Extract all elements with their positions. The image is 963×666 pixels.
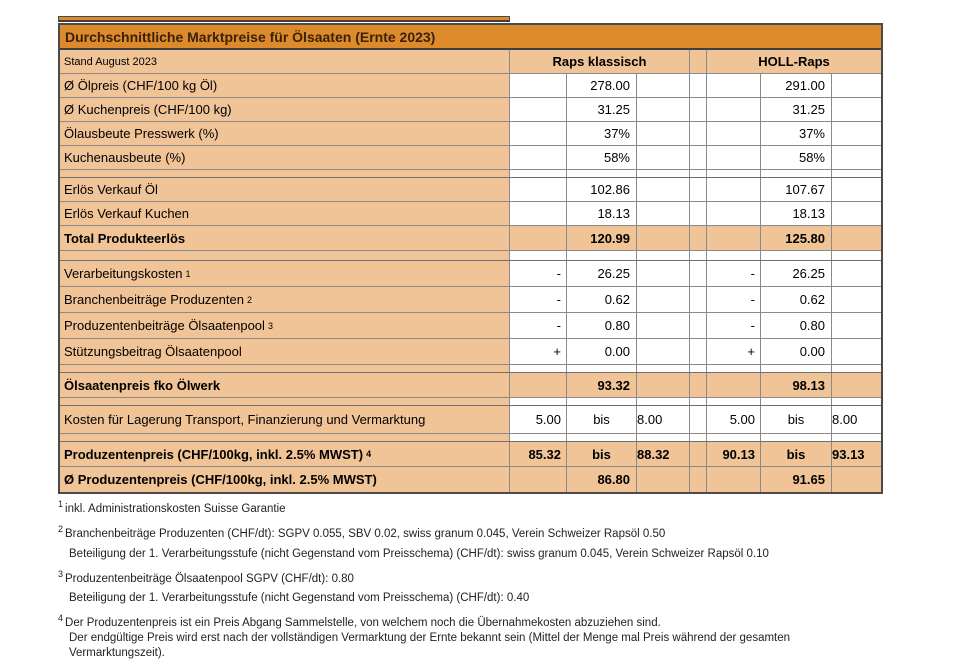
sep-cell	[510, 170, 567, 177]
sign-cell	[707, 373, 761, 397]
separator-row	[60, 398, 881, 406]
gap-cell	[690, 122, 707, 145]
sep-cell	[707, 434, 761, 441]
value-cell: 37%	[567, 122, 637, 145]
table-row	[60, 178, 881, 202]
extra-cell: 8.00	[832, 406, 881, 433]
extra-cell: 8.00	[637, 406, 690, 433]
footnote-line: Vermarktungszeit).	[69, 647, 165, 660]
value-cell: 0.80	[567, 313, 637, 338]
gap-cell	[690, 98, 707, 121]
sep-cell	[761, 434, 832, 441]
row-label: Verarbeitungskosten 1	[60, 261, 510, 286]
footnote-line: Beteiligung der 1. Verarbeitungsstufe (nicht Gegenstand vom Preisschema) (CHF/dt): swiss granum 0.045, Verein Schweizer Rapsöl 0.10	[69, 547, 769, 560]
sign-cell: 85.32	[510, 442, 567, 466]
gap-cell	[690, 313, 707, 338]
value-cell: 107.67	[761, 178, 832, 201]
value-cell: bis	[567, 442, 637, 466]
table-row	[60, 98, 881, 122]
column-header-raps-klassisch: Raps klassisch	[510, 50, 690, 73]
extra-cell	[832, 178, 881, 201]
orange-strip	[58, 16, 510, 22]
extra-cell	[832, 261, 881, 286]
extra-cell	[832, 339, 881, 364]
sign-cell: -	[510, 287, 567, 312]
sep-cell	[707, 365, 761, 372]
gap-cell	[690, 467, 707, 492]
sign-cell	[510, 98, 567, 121]
extra-cell	[832, 202, 881, 225]
separator-row	[60, 434, 881, 442]
sep-cell	[690, 365, 707, 372]
sep-cell	[832, 170, 881, 177]
value-cell: bis	[761, 406, 832, 433]
gap-cell	[690, 50, 707, 73]
extra-cell: 93.13	[832, 442, 881, 466]
extra-cell	[832, 74, 881, 97]
sign-cell	[707, 146, 761, 169]
sign-cell	[510, 467, 567, 492]
sign-cell	[510, 202, 567, 225]
row-label: Ø Kuchenpreis (CHF/100 kg)	[60, 98, 510, 121]
value-cell: 291.00	[761, 74, 832, 97]
value-cell: 58%	[567, 146, 637, 169]
extra-cell	[637, 339, 690, 364]
table-row	[60, 313, 881, 339]
extra-cell	[637, 287, 690, 312]
sign-cell	[707, 98, 761, 121]
extra-cell	[637, 467, 690, 492]
sign-cell	[510, 122, 567, 145]
sep-cell	[761, 251, 832, 260]
gap-cell	[690, 202, 707, 225]
sign-cell: -	[707, 313, 761, 338]
sign-cell	[510, 178, 567, 201]
sep-cell	[690, 398, 707, 405]
footnotes	[58, 497, 938, 666]
sep-cell	[707, 251, 761, 260]
footnote-line: $^3$ Produzentenbeiträge Ölsaatenpool SGPV (CHF/dt): 0.80	[58, 568, 354, 585]
value-cell: 93.32	[567, 373, 637, 397]
sep-cell	[707, 398, 761, 405]
gap-cell	[690, 261, 707, 286]
sign-cell	[510, 226, 567, 250]
value-cell: 58%	[761, 146, 832, 169]
gap-cell	[690, 74, 707, 97]
value-cell: 98.13	[761, 373, 832, 397]
table-row	[60, 339, 881, 365]
footnote-marker: 4	[58, 613, 64, 624]
row-label	[60, 398, 510, 405]
value-cell: 0.00	[761, 339, 832, 364]
footnote	[58, 497, 938, 517]
table-row	[60, 261, 881, 287]
extra-cell	[637, 313, 690, 338]
separator-row	[60, 170, 881, 178]
sep-cell	[637, 434, 690, 441]
value-cell: 278.00	[567, 74, 637, 97]
sign-cell: +	[707, 339, 761, 364]
sep-cell	[637, 251, 690, 260]
row-label: Kuchenausbeute (%)	[60, 146, 510, 169]
sign-cell: +	[510, 339, 567, 364]
extra-cell	[832, 98, 881, 121]
extra-cell	[637, 202, 690, 225]
sep-cell	[690, 170, 707, 177]
sep-cell	[832, 398, 881, 405]
row-label: Stützungsbeitrag Ölsaatenpool	[60, 339, 510, 364]
footnote	[58, 611, 938, 661]
extra-cell	[832, 146, 881, 169]
sign-cell	[707, 226, 761, 250]
value-cell: 31.25	[761, 98, 832, 121]
sep-cell	[510, 398, 567, 405]
sign-cell: 90.13	[707, 442, 761, 466]
sep-cell	[567, 365, 637, 372]
footnote-marker: 2	[58, 523, 64, 534]
extra-cell	[832, 122, 881, 145]
footnote-line: Der endgültige Preis wird erst nach der vollständigen Vermarktung der Ernte bekannt sein (Mittel der Menge mal Preis während der gesamten	[69, 632, 791, 645]
sign-cell	[707, 467, 761, 492]
sign-cell: 5.00	[707, 406, 761, 433]
row-label: Erlös Verkauf Öl	[60, 178, 510, 201]
row-label: Ölsaatenpreis fko Ölwerk	[60, 373, 510, 397]
sep-cell	[567, 251, 637, 260]
sep-cell	[637, 170, 690, 177]
sep-cell	[761, 398, 832, 405]
sep-cell	[510, 251, 567, 260]
extra-cell	[637, 146, 690, 169]
sign-cell	[510, 373, 567, 397]
sep-cell	[832, 434, 881, 441]
value-cell: 86.80	[567, 467, 637, 492]
row-label: Total Produkteerlös	[60, 226, 510, 250]
footnote	[58, 522, 938, 562]
value-cell: 18.13	[761, 202, 832, 225]
sign-cell: -	[707, 261, 761, 286]
sep-cell	[637, 398, 690, 405]
table-row	[60, 202, 881, 226]
value-cell: 0.00	[567, 339, 637, 364]
extra-cell	[832, 467, 881, 492]
gap-cell	[690, 442, 707, 466]
row-label: Ø Ölpreis (CHF/100 kg Öl)	[60, 74, 510, 97]
sep-cell	[761, 365, 832, 372]
sign-cell	[707, 122, 761, 145]
value-cell: 26.25	[567, 261, 637, 286]
row-label	[60, 170, 510, 177]
gap-cell	[690, 373, 707, 397]
gap-cell	[690, 406, 707, 433]
row-label	[60, 434, 510, 441]
value-cell: 0.80	[761, 313, 832, 338]
sign-cell	[510, 146, 567, 169]
sign-cell: -	[510, 261, 567, 286]
sep-cell	[832, 251, 881, 260]
extra-cell	[832, 287, 881, 312]
header-row	[60, 50, 881, 74]
extra-cell	[832, 226, 881, 250]
row-label: Produzentenpreis (CHF/100kg, inkl. 2.5% MWST) 4	[60, 442, 510, 466]
extra-cell	[637, 122, 690, 145]
row-label	[60, 251, 510, 260]
stand-label: Stand August 2023	[60, 50, 510, 73]
footnote-marker: 3	[58, 568, 64, 579]
extra-cell	[832, 313, 881, 338]
extra-cell	[637, 178, 690, 201]
value-cell: 26.25	[761, 261, 832, 286]
sep-cell	[510, 365, 567, 372]
sep-cell	[567, 170, 637, 177]
separator-row	[60, 251, 881, 261]
extra-cell	[832, 373, 881, 397]
extra-cell	[637, 261, 690, 286]
table-row	[60, 122, 881, 146]
row-label: Erlös Verkauf Kuchen	[60, 202, 510, 225]
sign-cell	[707, 178, 761, 201]
sign-cell	[510, 74, 567, 97]
gap-cell	[690, 146, 707, 169]
footnote	[58, 567, 938, 607]
sign-cell	[707, 202, 761, 225]
value-cell: 0.62	[761, 287, 832, 312]
row-label: Branchenbeiträge Produzenten 2	[60, 287, 510, 312]
value-cell: 120.99	[567, 226, 637, 250]
sign-cell: -	[510, 313, 567, 338]
extra-cell	[637, 226, 690, 250]
footnote-line: $^1$ inkl. Administrationskosten Suisse Garantie	[58, 499, 286, 515]
row-label	[60, 365, 510, 372]
value-cell: 102.86	[567, 178, 637, 201]
table-row	[60, 442, 881, 467]
table-row	[60, 373, 881, 398]
gap-cell	[690, 178, 707, 201]
row-label: Kosten für Lagerung Transport, Finanzierung und Vermarktung	[60, 406, 510, 433]
table-row	[60, 74, 881, 98]
extra-cell	[637, 98, 690, 121]
row-label: Ø Produzentenpreis (CHF/100kg, inkl. 2.5% MWST)	[60, 467, 510, 492]
price-table	[58, 23, 883, 494]
sign-cell: 5.00	[510, 406, 567, 433]
footnote-line: $^4$ Der Produzentenpreis ist ein Preis Abgang Sammelstelle, von welchem noch die Übernahmekosten abzuziehen sind.	[58, 613, 661, 630]
table-row	[60, 146, 881, 170]
sign-cell	[707, 74, 761, 97]
sep-cell	[567, 398, 637, 405]
table-row	[60, 287, 881, 313]
sign-cell: -	[707, 287, 761, 312]
sep-cell	[567, 434, 637, 441]
gap-cell	[690, 339, 707, 364]
value-cell: bis	[761, 442, 832, 466]
sep-cell	[707, 170, 761, 177]
row-label: Produzentenbeiträge Ölsaatenpool 3	[60, 313, 510, 338]
gap-cell	[690, 287, 707, 312]
row-label: Ölausbeute Presswerk (%)	[60, 122, 510, 145]
extra-cell	[637, 373, 690, 397]
sep-cell	[832, 365, 881, 372]
value-cell: 37%	[761, 122, 832, 145]
table-row	[60, 226, 881, 251]
value-cell: 91.65	[761, 467, 832, 492]
sep-cell	[637, 365, 690, 372]
footnote-line: $^2$ Branchenbeiträge Produzenten (CHF/dt): SGPV 0.055, SBV 0.02, swiss granum 0.045, Verein Schweizer Rapsöl 0.50	[58, 523, 666, 540]
footnote-marker: 1	[58, 499, 64, 509]
separator-row	[60, 365, 881, 373]
footnote-line: Beteiligung der 1. Verarbeitungsstufe (nicht Gegenstand vom Preisschema) (CHF/dt): 0.40	[69, 592, 530, 605]
gap-cell	[690, 226, 707, 250]
value-cell: bis	[567, 406, 637, 433]
price-table-body	[60, 50, 881, 492]
sep-cell	[761, 170, 832, 177]
value-cell: 18.13	[567, 202, 637, 225]
value-cell: 31.25	[567, 98, 637, 121]
sep-cell	[510, 434, 567, 441]
extra-cell	[637, 74, 690, 97]
table-row	[60, 406, 881, 434]
table-row	[60, 467, 881, 492]
sep-cell	[690, 434, 707, 441]
column-header-holl-raps: HOLL-Raps	[707, 50, 881, 73]
value-cell: 125.80	[761, 226, 832, 250]
extra-cell: 88.32	[637, 442, 690, 466]
value-cell: 0.62	[567, 287, 637, 312]
page-title: Durchschnittliche Marktpreise für Ölsaaten (Ernte 2023)	[60, 25, 881, 50]
sep-cell	[690, 251, 707, 260]
